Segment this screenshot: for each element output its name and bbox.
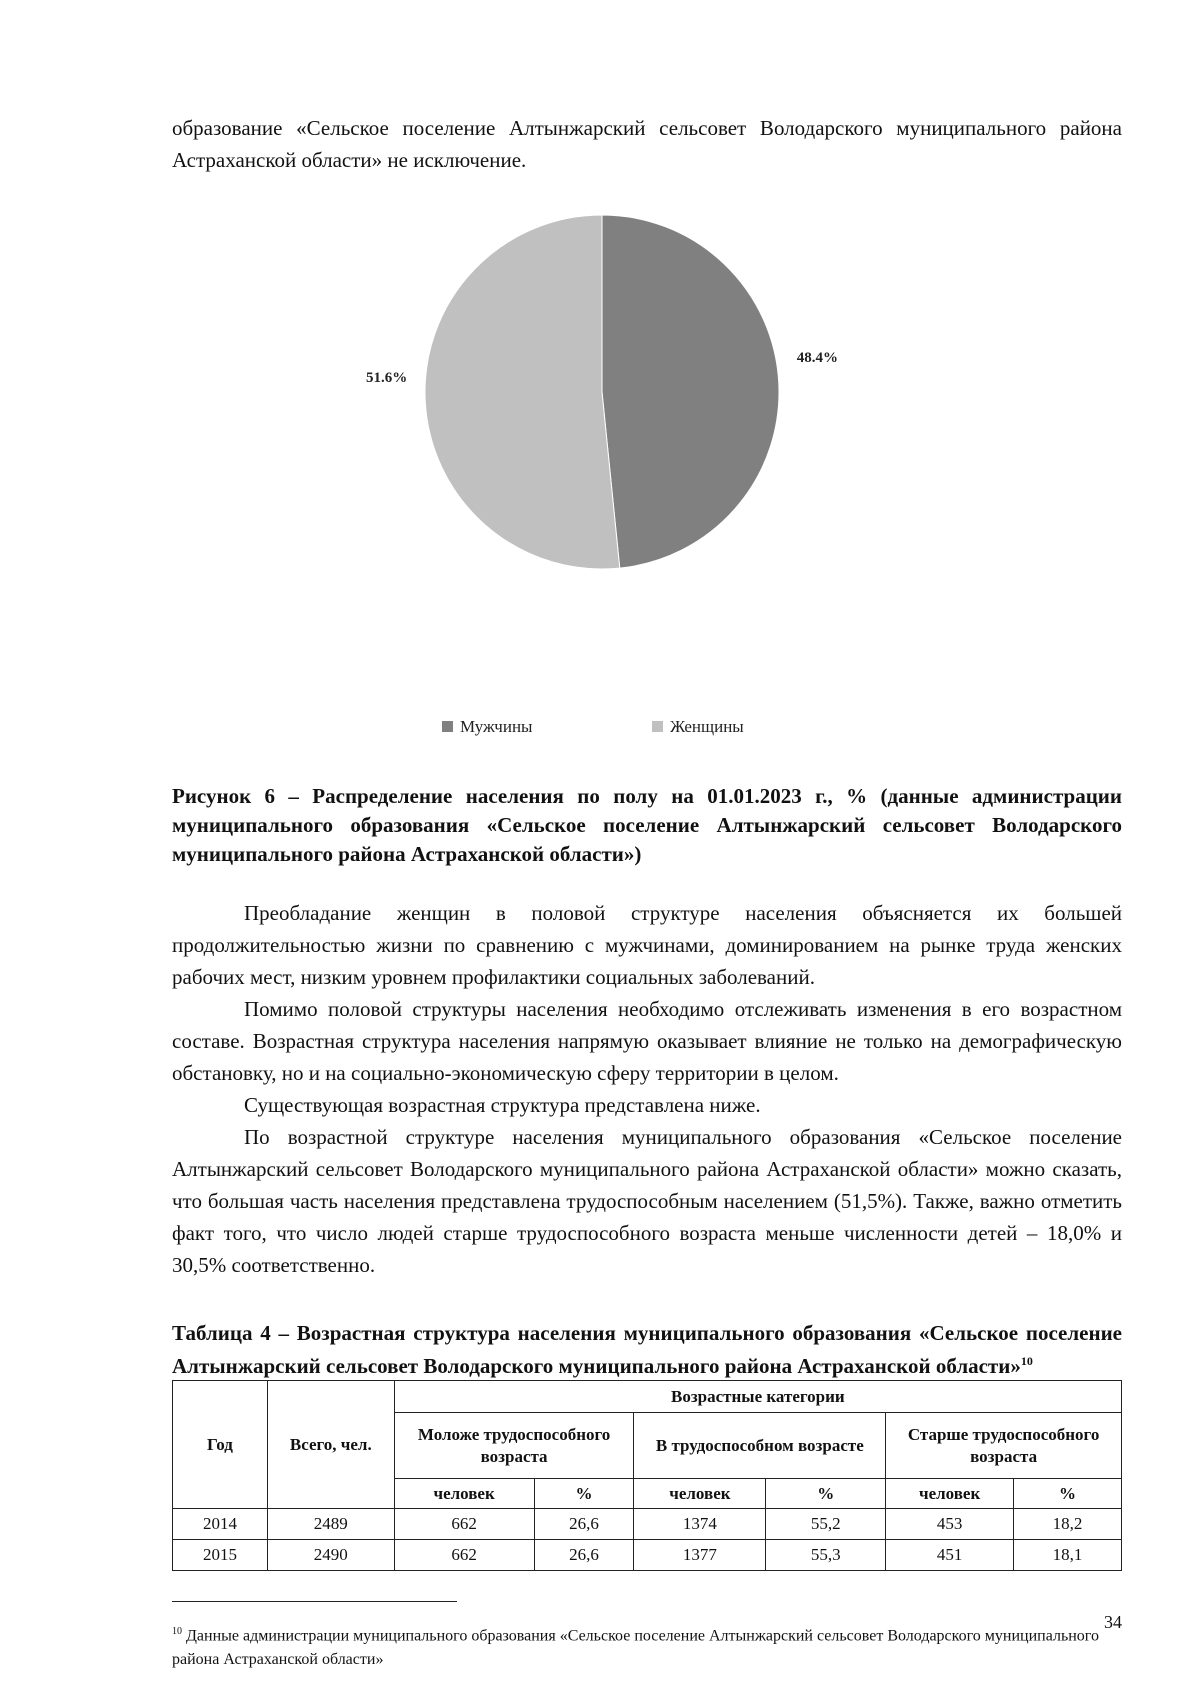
intro-paragraph: образование «Сельское поселение Алтынжарский сельсовет Володарского муниципального района Астраханской области» не исключение. (172, 116, 1122, 172)
cell: 1377 (634, 1540, 766, 1571)
cell: 55,2 (766, 1509, 886, 1540)
legend-label-men: Мужчины (460, 717, 533, 736)
header-year: Год (173, 1381, 268, 1509)
cell: 451 (886, 1540, 1014, 1571)
pie-chart (172, 212, 1122, 772)
cell: 662 (394, 1540, 534, 1571)
header-percent: % (534, 1479, 634, 1509)
cell: 26,6 (534, 1540, 634, 1571)
cell: 2015 (173, 1540, 268, 1571)
footnote-text: Данные администрации муниципального образования «Сельское поселение Алтынжарский сельсовет Володарского муниципального района Астраханской области» (172, 1627, 1099, 1669)
data-label-women: 51.6% (365, 369, 408, 386)
legend-swatch-women (652, 721, 663, 732)
table-row (173, 1509, 1122, 1540)
table-footnote-ref: 10 (1020, 1354, 1033, 1368)
footnote-divider (172, 1601, 457, 1602)
cell: 2490 (267, 1540, 394, 1571)
cell: 2014 (173, 1509, 268, 1540)
table-row (173, 1540, 1122, 1571)
body-paragraph-2: Помимо половой структуры населения необходимо отслеживать изменения в его возрастном составе. Возрастная структура населения напрямую оказывает влияние не только на демографическую обстановку, но и на социально-экономическую сферу территории в целом. (172, 997, 1122, 1085)
table-title: Таблица 4 – Возрастная структура населения муниципального образования «Сельское поселение Алтынжарский сельсовет Володарского муниципального района Астраханской области»$^{10}$ (172, 1321, 1122, 1378)
pie-slice-men (602, 215, 779, 568)
header-categories: Возрастные категории (394, 1381, 1121, 1413)
pie-chart-svg (172, 212, 1122, 772)
header-people: человек (634, 1479, 766, 1509)
cell: 55,3 (766, 1540, 886, 1571)
body-paragraph-1: Преобладание женщин в половой структуре населения объясняется их большей продолжительностью жизни по сравнению с мужчинами, доминированием на рынке труда женских рабочих мест, низким уровнем профилактики социальных заболеваний. (172, 901, 1122, 989)
header-percent: % (1014, 1479, 1122, 1509)
header-old: Старше трудоспособного возраста (886, 1413, 1122, 1479)
header-working: В трудоспособном возрасте (634, 1413, 886, 1479)
cell: 1374 (634, 1509, 766, 1540)
cell: 18,1 (1014, 1540, 1122, 1571)
page-number: 34 (1104, 1612, 1122, 1632)
body-paragraph-3: Существующая возрастная структура представлена ниже. (244, 1093, 761, 1117)
age-structure-table (172, 1380, 1122, 1571)
cell: 26,6 (534, 1509, 634, 1540)
header-total: Всего, чел. (267, 1381, 394, 1509)
cell: 453 (886, 1509, 1014, 1540)
document-page (172, 112, 1122, 1672)
body-paragraph-4: По возрастной структуре населения муниципального образования «Сельское поселение Алтынжарский сельсовет Володарского муниципального района Астраханской области» можно сказать, что большая часть населения представлена трудоспособным населением (51,5%). Также, важно отметить факт того, что число людей старше трудоспособного возраста меньше численности детей – 18,0% и 30,5% соответственно. (172, 1125, 1122, 1277)
pie-slice-women (425, 215, 620, 569)
header-people: человек (886, 1479, 1014, 1509)
footnote (172, 1620, 1122, 1672)
legend-swatch-men (442, 721, 453, 732)
header-people: человек (394, 1479, 534, 1509)
header-percent: % (766, 1479, 886, 1509)
cell: 662 (394, 1509, 534, 1540)
footnote-mark: 10 (172, 1626, 182, 1637)
figure-caption: Рисунок 6 – Распределение населения по полу на 01.01.2023 г., % (данные администрации муниципального образования «Сельское поселение Алтынжарский сельсовет Володарского муниципального района Астраханской области») (172, 784, 1122, 866)
cell: 2489 (267, 1509, 394, 1540)
legend-label-women: Женщины (670, 717, 744, 736)
header-young: Моложе трудоспособного возраста (394, 1413, 634, 1479)
cell: 18,2 (1014, 1509, 1122, 1540)
data-label-men: 48.4% (796, 350, 839, 367)
